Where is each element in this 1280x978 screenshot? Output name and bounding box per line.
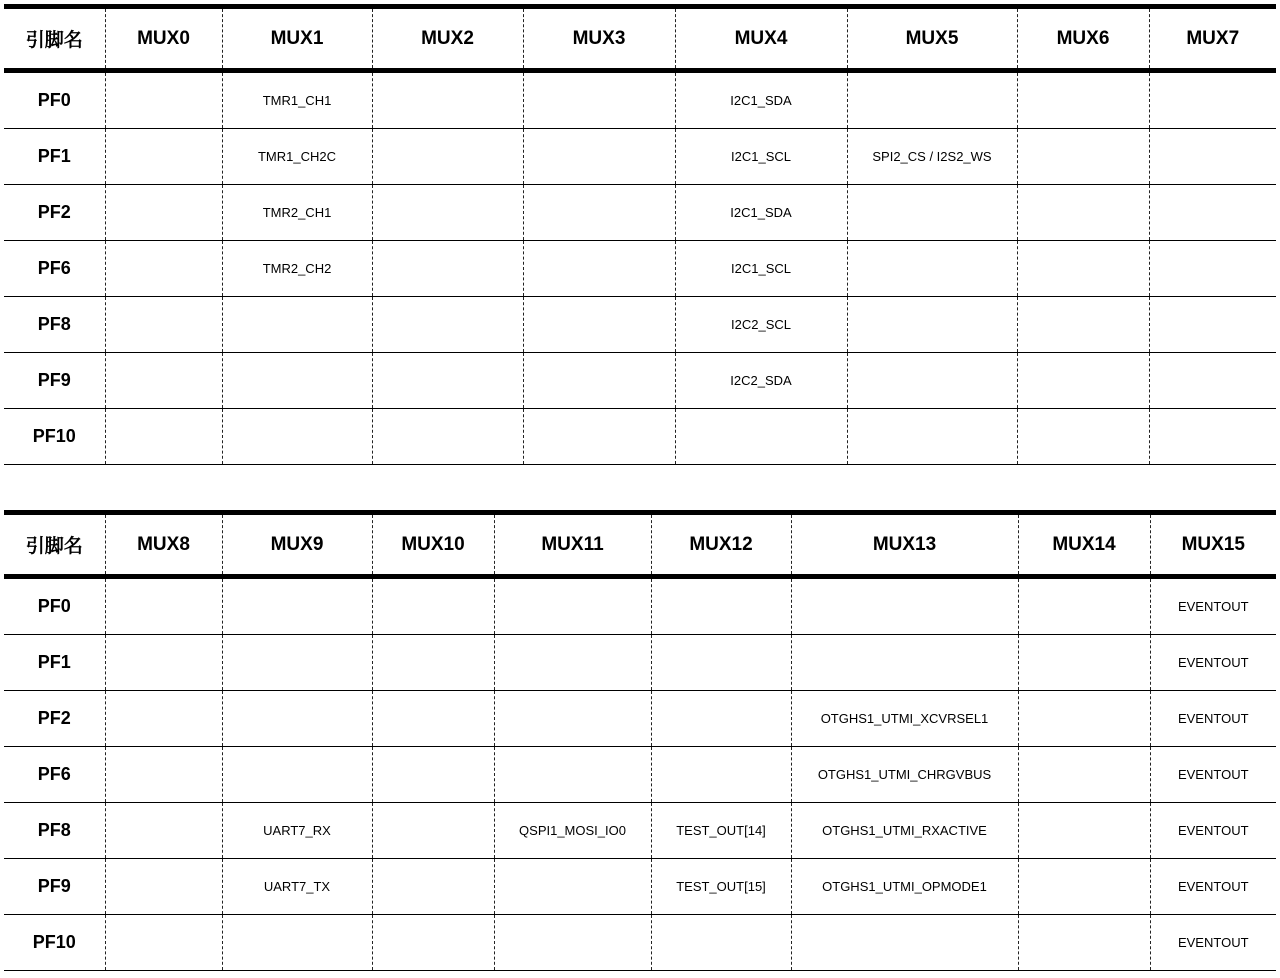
table-row (4, 129, 1276, 185)
function-cell (105, 691, 222, 747)
function-cell (105, 353, 222, 409)
function-cell (1018, 915, 1150, 971)
mux-column-header: MUX8 (105, 513, 222, 577)
function-cell: TMR2_CH2 (222, 241, 372, 297)
function-cell (791, 635, 1018, 691)
function-cell (372, 577, 494, 635)
function-cell: QSPI1_MOSI_IO0 (494, 803, 651, 859)
pin-name-cell: PF2 (4, 691, 105, 747)
function-cell: I2C2_SDA (675, 353, 847, 409)
function-cell (105, 185, 222, 241)
function-cell (1017, 297, 1149, 353)
pin-name-cell: PF1 (4, 635, 105, 691)
function-cell: TMR2_CH1 (222, 185, 372, 241)
pin-name-cell: PF9 (4, 353, 105, 409)
mux-column-header: MUX15 (1150, 513, 1276, 577)
mux-column-header: MUX10 (372, 513, 494, 577)
function-cell (1149, 129, 1276, 185)
function-cell (222, 297, 372, 353)
function-cell (222, 577, 372, 635)
function-cell: I2C1_SCL (675, 129, 847, 185)
function-cell: EVENTOUT (1150, 747, 1276, 803)
function-cell (222, 635, 372, 691)
function-cell: I2C1_SDA (675, 71, 847, 129)
function-cell (105, 915, 222, 971)
function-cell (651, 691, 791, 747)
function-cell (1149, 353, 1276, 409)
function-cell (791, 577, 1018, 635)
function-cell (105, 577, 222, 635)
table-row (4, 577, 1276, 635)
function-cell: UART7_RX (222, 803, 372, 859)
pin-name-cell: PF0 (4, 577, 105, 635)
function-cell (105, 71, 222, 129)
header-row (4, 7, 1276, 71)
function-cell: TMR1_CH1 (222, 71, 372, 129)
function-cell (1017, 129, 1149, 185)
function-cell (105, 635, 222, 691)
function-cell (1018, 635, 1150, 691)
mux-column-header: MUX2 (372, 7, 523, 71)
mux-column-header: MUX0 (105, 7, 222, 71)
function-cell (372, 353, 523, 409)
function-cell (1017, 185, 1149, 241)
function-cell (222, 353, 372, 409)
function-cell: TEST_OUT[14] (651, 803, 791, 859)
function-cell (372, 803, 494, 859)
function-cell (651, 915, 791, 971)
function-cell (222, 409, 372, 465)
function-cell: I2C1_SCL (675, 241, 847, 297)
pin-name-header: 引脚名 (4, 513, 105, 577)
function-cell (1149, 241, 1276, 297)
mux-table-0-7 (4, 4, 1276, 465)
function-cell (847, 241, 1017, 297)
function-cell: I2C2_SCL (675, 297, 847, 353)
function-cell (1018, 859, 1150, 915)
function-cell (651, 747, 791, 803)
function-cell (847, 185, 1017, 241)
function-cell: OTGHS1_UTMI_RXACTIVE (791, 803, 1018, 859)
function-cell: TMR1_CH2C (222, 129, 372, 185)
mux-column-header: MUX1 (222, 7, 372, 71)
function-cell (105, 409, 222, 465)
pin-name-cell: PF1 (4, 129, 105, 185)
pin-name-cell: PF9 (4, 859, 105, 915)
mux-column-header: MUX6 (1017, 7, 1149, 71)
function-cell (1149, 297, 1276, 353)
function-cell (372, 747, 494, 803)
function-cell (523, 353, 675, 409)
function-cell: OTGHS1_UTMI_XCVRSEL1 (791, 691, 1018, 747)
mux-column-header: MUX7 (1149, 7, 1276, 71)
function-cell: EVENTOUT (1150, 577, 1276, 635)
function-cell (651, 635, 791, 691)
mux-column-header: MUX12 (651, 513, 791, 577)
function-cell (372, 859, 494, 915)
mux-column-header: MUX5 (847, 7, 1017, 71)
function-cell: OTGHS1_UTMI_OPMODE1 (791, 859, 1018, 915)
function-cell (523, 241, 675, 297)
function-cell: OTGHS1_UTMI_CHRGVBUS (791, 747, 1018, 803)
function-cell (847, 297, 1017, 353)
function-cell (651, 577, 791, 635)
table-row (4, 185, 1276, 241)
function-cell (372, 915, 494, 971)
function-cell (523, 297, 675, 353)
function-cell: TEST_OUT[15] (651, 859, 791, 915)
function-cell (1018, 577, 1150, 635)
mux-column-header: MUX13 (791, 513, 1018, 577)
table-row (4, 297, 1276, 353)
table-row (4, 409, 1276, 465)
function-cell (1017, 71, 1149, 129)
function-cell: EVENTOUT (1150, 915, 1276, 971)
function-cell (523, 71, 675, 129)
function-cell (791, 915, 1018, 971)
function-cell (372, 409, 523, 465)
pin-name-cell: PF2 (4, 185, 105, 241)
table-row (4, 691, 1276, 747)
function-cell (1149, 71, 1276, 129)
table-row (4, 71, 1276, 129)
function-cell (494, 691, 651, 747)
function-cell (847, 71, 1017, 129)
function-cell: EVENTOUT (1150, 691, 1276, 747)
function-cell (222, 691, 372, 747)
function-cell (1017, 241, 1149, 297)
function-cell: EVENTOUT (1150, 859, 1276, 915)
mux-column-header: MUX11 (494, 513, 651, 577)
table-row (4, 241, 1276, 297)
function-cell: SPI2_CS / I2S2_WS (847, 129, 1017, 185)
mux-table-8-15 (4, 510, 1276, 971)
mux-column-header: MUX3 (523, 7, 675, 71)
header-row (4, 513, 1276, 577)
function-cell (494, 635, 651, 691)
function-cell (105, 297, 222, 353)
function-cell (105, 803, 222, 859)
function-cell (523, 185, 675, 241)
table-row (4, 859, 1276, 915)
pin-name-cell: PF10 (4, 915, 105, 971)
function-cell (494, 577, 651, 635)
function-cell (372, 185, 523, 241)
function-cell (1149, 409, 1276, 465)
function-cell (372, 241, 523, 297)
function-cell (494, 915, 651, 971)
table-row (4, 803, 1276, 859)
function-cell (105, 859, 222, 915)
function-cell (523, 409, 675, 465)
function-cell (372, 129, 523, 185)
function-cell: I2C1_SDA (675, 185, 847, 241)
table-row (4, 353, 1276, 409)
function-cell (847, 353, 1017, 409)
function-cell (372, 691, 494, 747)
mux-column-header: MUX9 (222, 513, 372, 577)
mux-column-header: MUX14 (1018, 513, 1150, 577)
pin-name-header: 引脚名 (4, 7, 105, 71)
function-cell: EVENTOUT (1150, 803, 1276, 859)
function-cell (847, 409, 1017, 465)
function-cell (1149, 185, 1276, 241)
function-cell (222, 915, 372, 971)
function-cell (1018, 691, 1150, 747)
pin-name-cell: PF8 (4, 297, 105, 353)
function-cell (372, 297, 523, 353)
function-cell (1018, 803, 1150, 859)
mux-column-header: MUX4 (675, 7, 847, 71)
function-cell (105, 241, 222, 297)
function-cell (372, 635, 494, 691)
function-cell (1017, 353, 1149, 409)
function-cell (494, 859, 651, 915)
function-cell: EVENTOUT (1150, 635, 1276, 691)
pin-name-cell: PF10 (4, 409, 105, 465)
function-cell (1017, 409, 1149, 465)
function-cell (222, 747, 372, 803)
function-cell (1018, 747, 1150, 803)
pin-name-cell: PF8 (4, 803, 105, 859)
pin-name-cell: PF6 (4, 241, 105, 297)
function-cell (105, 747, 222, 803)
table-row (4, 635, 1276, 691)
function-cell (105, 129, 222, 185)
function-cell (494, 747, 651, 803)
table-row (4, 915, 1276, 971)
function-cell (523, 129, 675, 185)
function-cell: UART7_TX (222, 859, 372, 915)
function-cell (372, 71, 523, 129)
pin-name-cell: PF0 (4, 71, 105, 129)
table-row (4, 747, 1276, 803)
function-cell (675, 409, 847, 465)
pin-name-cell: PF6 (4, 747, 105, 803)
